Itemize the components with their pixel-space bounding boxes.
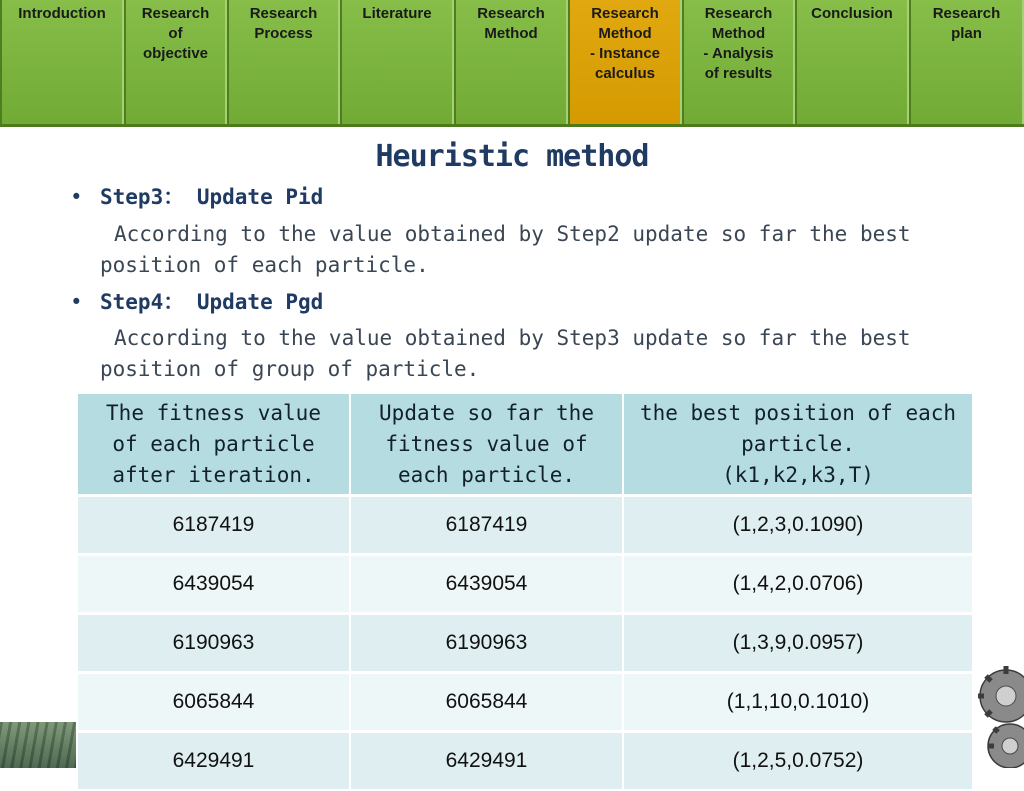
header-fitness-after-iteration: The fitness value of each particle after iteration. [77,393,350,496]
tab-introduction[interactable]: Introduction [0,0,124,124]
table-row [77,732,973,791]
table-cell: (1,3,9,0.0957) [623,614,973,673]
tab-research-method[interactable]: Research Method [454,0,568,124]
tab-conclusion[interactable]: Conclusion [795,0,909,124]
table-cell: 6190963 [350,614,623,673]
step3-heading: Step3： Update Pid [100,185,324,209]
table-cell: (1,4,2,0.0706) [623,555,973,614]
table-cell: 6065844 [77,673,350,732]
table-cell: 6439054 [350,555,623,614]
table-cell: (1,2,3,0.1090) [623,496,973,555]
bullet-dot: • [70,185,83,209]
header-best-position: the best position of each particle. (k1,k2,k3,T) [623,393,973,496]
table-cell: 6187419 [77,496,350,555]
table-cell: 6190963 [77,614,350,673]
table-cell: 6429491 [350,732,623,791]
tab-research-process[interactable]: Research Process [227,0,340,124]
step4-bullet [70,286,323,316]
header-updated-fitness: Update so far the fitness value of each particle. [350,393,623,496]
results-table [76,392,974,791]
table-cell: (1,1,10,0.1010) [623,673,973,732]
top-navigation [0,0,1024,127]
table-cell: 6187419 [350,496,623,555]
tab-research-method-analysis-of-results[interactable]: Research Method - Analysis of results [682,0,795,124]
bullet-dot: • [70,290,83,314]
step4-heading: Step4： Update Pgd [100,290,324,314]
step3-bullet [70,181,323,211]
building-photo-decoration [0,722,76,768]
slide-title: Heuristic method [375,139,649,174]
step4-description: According to the value obtained by Step3 update so far the best position of group of particle. [100,326,911,381]
table-row [77,673,973,732]
table-row [77,614,973,673]
table-cell: 6065844 [350,673,623,732]
table-row [77,496,973,555]
table-row [77,555,973,614]
tab-literature[interactable]: Literature [340,0,454,124]
table-cell: 6439054 [77,555,350,614]
table-cell: (1,2,5,0.0752) [623,732,973,791]
tab-research-objective[interactable]: Research of objective [124,0,227,124]
table-header-row [77,393,973,496]
tab-research-method-instance-calculus[interactable]: Research Method - Instance calculus [568,0,682,124]
table-cell: 6429491 [77,732,350,791]
tab-research-plan[interactable]: Research plan [909,0,1024,124]
step3-description: According to the value obtained by Step2 update so far the best position of each particle. [100,222,911,277]
gears-icon [972,660,1024,768]
